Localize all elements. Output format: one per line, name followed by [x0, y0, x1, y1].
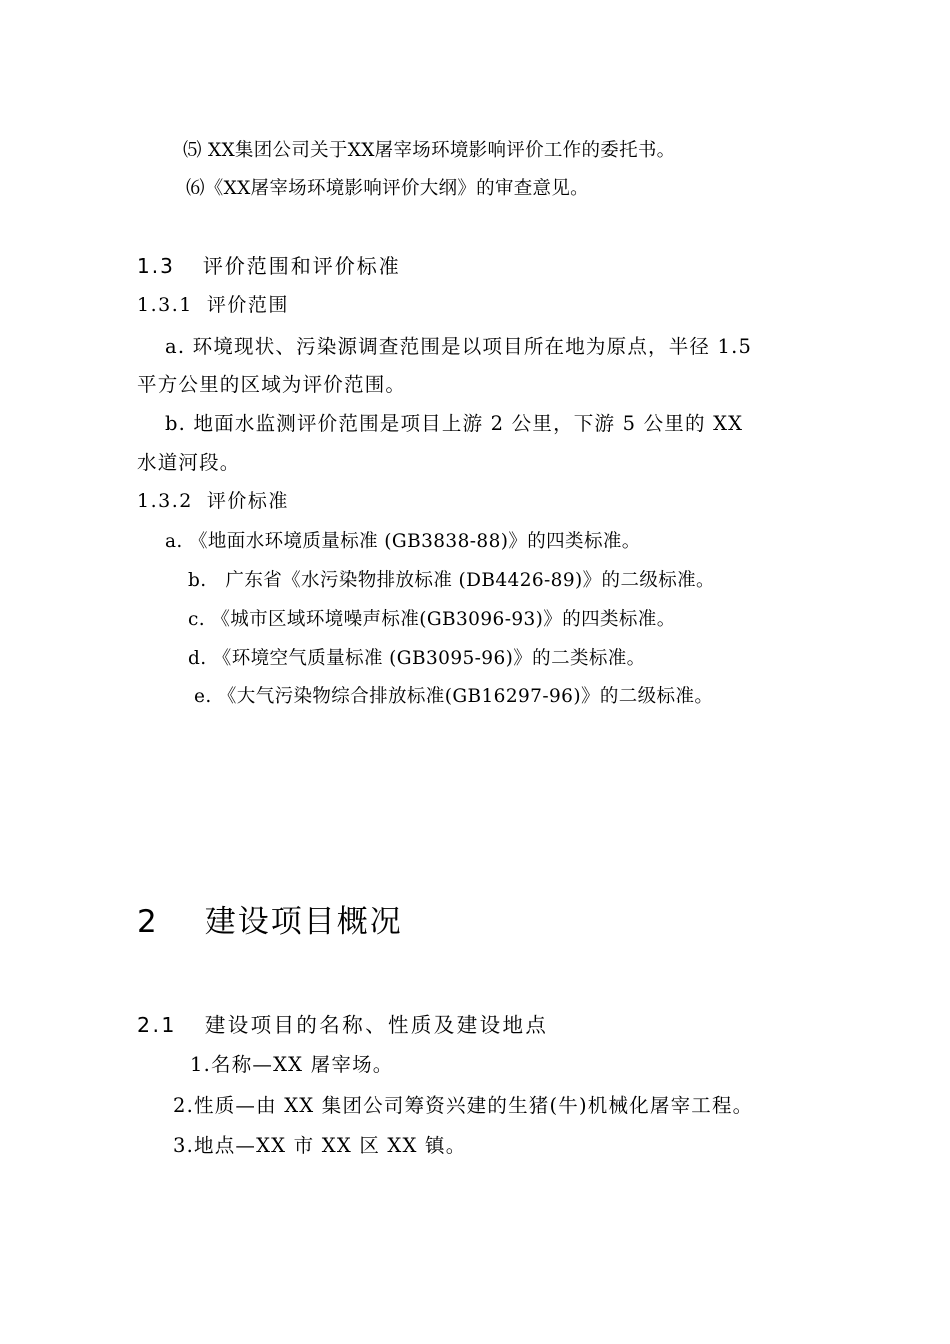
paragraph-b-line-2: 水道河段。 [137, 451, 241, 474]
paragraph-a-line-1: a. 环境现状、污染源调查范围是以项目所在地为原点，半径 1.5 [165, 335, 753, 358]
project-item-nature: 2.性质—由 XX 集团公司筹资兴建的生猪(牛)机械化屠宰工程。 [173, 1094, 754, 1117]
standard-item-a: a. 《地面水环境质量标准 (GB3838-88)》的四类标准。 [165, 531, 641, 552]
standard-item-c: c. 《城市区域环境噪声标准(GB3096-93)》的四类标准。 [188, 609, 676, 630]
section-heading-2-1 [137, 1011, 548, 1039]
reference-item-5: ⑸ XX集团公司关于XX屠宰场环境影响评价工作的委托书。 [183, 140, 676, 161]
section-title: 建设项目的名称、性质及建设地点 [204, 1013, 549, 1037]
section-number: 1.3 [137, 254, 175, 278]
standard-item-e: e. 《大气污染物综合排放标准(GB16297-96)》的二级标准。 [194, 686, 714, 707]
section-heading-1-3-2 [137, 487, 289, 515]
section-heading-1-3 [137, 252, 401, 280]
section-number: 1.3.2 [137, 490, 193, 512]
chapter-title: 建设项目概况 [204, 904, 403, 940]
project-item-name: 1.名称—XX 屠宰场。 [190, 1053, 394, 1076]
section-title: 评价范围和评价标准 [202, 254, 401, 278]
project-item-location: 3.地点—XX 市 XX 区 XX 镇。 [173, 1134, 467, 1157]
reference-item-6: ⑹《XX屠宰场环境影响评价大纲》的审查意见。 [186, 178, 589, 199]
section-number: 1.3.1 [137, 294, 193, 316]
standard-item-b: b. 广东省《水污染物排放标准 (DB4426-89)》的二级标准。 [188, 570, 715, 591]
section-number: 2.1 [137, 1013, 177, 1037]
paragraph-a-line-2: 平方公里的区域为评价范围。 [137, 373, 407, 396]
section-title: 评价范围 [206, 294, 289, 316]
section-title: 评价标准 [206, 490, 289, 512]
standard-item-d: d. 《环境空气质量标准 (GB3095-96)》的二类标准。 [188, 648, 646, 669]
chapter-heading-2 [137, 902, 403, 942]
paragraph-b-line-1: b. 地面水监测评价范围是项目上游 2 公里，下游 5 公里的 XX [165, 412, 744, 435]
chapter-number: 2 [137, 904, 159, 940]
section-heading-1-3-1 [137, 291, 289, 319]
